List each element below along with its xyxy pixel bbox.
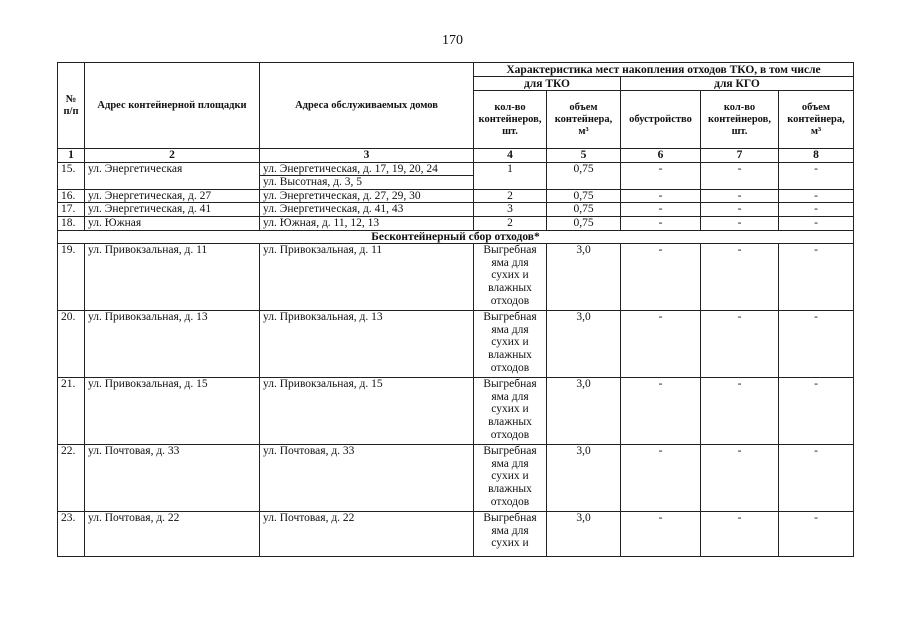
- pit-volume: 3,0: [547, 378, 621, 445]
- header-kgo-arrangement: обустройство: [621, 91, 701, 149]
- section-row: [58, 230, 854, 244]
- table-row: [58, 512, 854, 557]
- served-houses: ул. Энергетическая, д. 27, 29, 30: [260, 189, 474, 203]
- pit-volume: 3,0: [547, 311, 621, 378]
- pit-type: Выгребная яма для сухих и влажных отходов: [474, 311, 547, 378]
- row-number: 18.: [58, 216, 85, 230]
- kgo-arrangement: -: [621, 162, 701, 189]
- site-address: ул. Привокзальная, д. 13: [85, 311, 260, 378]
- column-number: 5: [547, 149, 621, 163]
- served-houses: ул. Энергетическая, д. 17, 19, 20, 24: [260, 162, 474, 176]
- row-number: 23.: [58, 512, 85, 557]
- table-row: [58, 203, 854, 217]
- kgo-arrangement: -: [621, 203, 701, 217]
- site-address: ул. Энергетическая, д. 27: [85, 189, 260, 203]
- pit-type: Выгребная яма для сухих и влажных отходов: [474, 378, 547, 445]
- kgo-count: -: [701, 189, 779, 203]
- served-houses: ул. Почтовая, д. 33: [260, 445, 474, 512]
- column-number: 6: [621, 149, 701, 163]
- column-number-row: [58, 149, 854, 163]
- kgo-arrangement: -: [621, 378, 701, 445]
- served-houses: ул. Привокзальная, д. 13: [260, 311, 474, 378]
- site-address: ул. Почтовая, д. 33: [85, 445, 260, 512]
- waste-sites-table: [57, 62, 854, 557]
- kgo-arrangement: -: [621, 244, 701, 311]
- kgo-volume: -: [779, 445, 854, 512]
- header-tko: для ТКО: [474, 77, 621, 91]
- column-number: 2: [85, 149, 260, 163]
- table-row: [58, 189, 854, 203]
- site-address: ул. Привокзальная, д. 15: [85, 378, 260, 445]
- table-row: [58, 378, 854, 445]
- header-address: Адрес контейнерной площадки: [85, 63, 260, 149]
- container-volume: 0,75: [547, 203, 621, 217]
- container-count: 2: [474, 216, 547, 230]
- row-number: 15.: [58, 162, 85, 189]
- container-count: 2: [474, 189, 547, 203]
- container-count: 1: [474, 162, 547, 189]
- kgo-volume: -: [779, 162, 854, 189]
- header-houses: Адреса обслуживаемых домов: [260, 63, 474, 149]
- table-row: [58, 311, 854, 378]
- kgo-arrangement: -: [621, 445, 701, 512]
- served-houses: ул. Почтовая, д. 22: [260, 512, 474, 557]
- kgo-volume: -: [779, 216, 854, 230]
- header-group-title: Характеристика мест накопления отходов ТКО, в том числе: [474, 63, 854, 77]
- header-tko-count: кол-во контейнеров, шт.: [474, 91, 547, 149]
- column-number: 8: [779, 149, 854, 163]
- kgo-count: -: [701, 244, 779, 311]
- column-number: 3: [260, 149, 474, 163]
- section-title: Бесконтейнерный сбор отходов*: [58, 230, 854, 244]
- column-number: 4: [474, 149, 547, 163]
- kgo-count: -: [701, 162, 779, 189]
- header-kgo: для КГО: [621, 77, 854, 91]
- kgo-count: -: [701, 445, 779, 512]
- kgo-count: -: [701, 512, 779, 557]
- table-row: [58, 445, 854, 512]
- pit-type: Выгребная яма для сухих и влажных отходов: [474, 445, 547, 512]
- served-houses: ул. Привокзальная, д. 11: [260, 244, 474, 311]
- page-number: 170: [442, 33, 463, 48]
- row-number: 20.: [58, 311, 85, 378]
- kgo-arrangement: -: [621, 311, 701, 378]
- kgo-count: -: [701, 311, 779, 378]
- pit-type: Выгребная яма для сухих и влажных отходов: [474, 244, 547, 311]
- header-tko-volume: объем контейнера, м³: [547, 91, 621, 149]
- row-number: 22.: [58, 445, 85, 512]
- kgo-arrangement: -: [621, 216, 701, 230]
- served-houses: ул. Высотная, д. 3, 5: [260, 176, 474, 190]
- site-address: ул. Энергетическая: [85, 162, 260, 189]
- table-row: [58, 216, 854, 230]
- site-address: ул. Южная: [85, 216, 260, 230]
- kgo-arrangement: -: [621, 189, 701, 203]
- kgo-volume: -: [779, 512, 854, 557]
- kgo-volume: -: [779, 311, 854, 378]
- kgo-arrangement: -: [621, 512, 701, 557]
- kgo-count: -: [701, 216, 779, 230]
- kgo-volume: -: [779, 189, 854, 203]
- kgo-count: -: [701, 203, 779, 217]
- served-houses: ул. Привокзальная, д. 15: [260, 378, 474, 445]
- site-address: ул. Почтовая, д. 22: [85, 512, 260, 557]
- container-volume: 0,75: [547, 189, 621, 203]
- header-kgo-volume: объем контейнера, м³: [779, 91, 854, 149]
- table-row: [58, 244, 854, 311]
- header-num: № п/п: [58, 63, 85, 149]
- pit-volume: 3,0: [547, 512, 621, 557]
- container-volume: 0,75: [547, 162, 621, 189]
- site-address: ул. Привокзальная, д. 11: [85, 244, 260, 311]
- kgo-volume: -: [779, 244, 854, 311]
- header-kgo-count: кол-во контейнеров, шт.: [701, 91, 779, 149]
- served-houses: ул. Южная, д. 11, 12, 13: [260, 216, 474, 230]
- row-number: 19.: [58, 244, 85, 311]
- row-number: 16.: [58, 189, 85, 203]
- row-number: 21.: [58, 378, 85, 445]
- container-count: 3: [474, 203, 547, 217]
- table-row: [58, 162, 854, 176]
- pit-volume: 3,0: [547, 244, 621, 311]
- row-number: 17.: [58, 203, 85, 217]
- served-houses: ул. Энергетическая, д. 41, 43: [260, 203, 474, 217]
- column-number: 7: [701, 149, 779, 163]
- site-address: ул. Энергетическая, д. 41: [85, 203, 260, 217]
- container-volume: 0,75: [547, 216, 621, 230]
- column-number: 1: [58, 149, 85, 163]
- kgo-count: -: [701, 378, 779, 445]
- pit-type: Выгребная яма для сухих и: [474, 512, 547, 557]
- pit-volume: 3,0: [547, 445, 621, 512]
- kgo-volume: -: [779, 203, 854, 217]
- kgo-volume: -: [779, 378, 854, 445]
